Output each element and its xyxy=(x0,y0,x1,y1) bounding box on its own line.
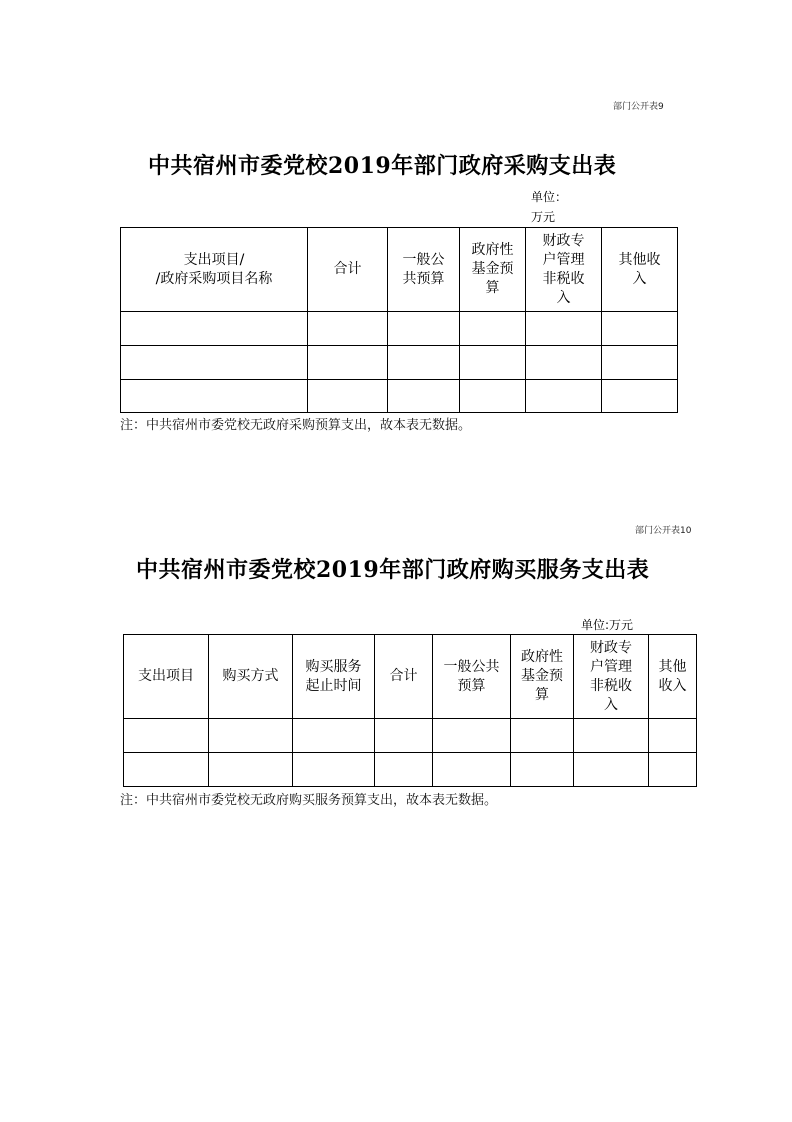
header-cell-total: 合计 xyxy=(375,635,433,719)
page-tag-9: 部门公开表9 xyxy=(613,102,664,112)
empty-cell xyxy=(649,719,697,753)
empty-cell xyxy=(602,380,678,413)
header-row xyxy=(124,635,697,719)
empty-cell xyxy=(460,312,526,346)
header-cell-period: 购买服务 起止时间 xyxy=(293,635,375,719)
header-cell-fund-budget: 政府性 基金预 算 xyxy=(511,635,574,719)
empty-cell xyxy=(308,380,388,413)
empty-cell xyxy=(209,719,293,753)
header-cell-other: 其他收 入 xyxy=(602,228,678,312)
header-cell-item: 支出项目/ /政府采购项目名称 xyxy=(121,228,308,312)
page-tag-10: 部门公开表10 xyxy=(635,526,692,536)
empty-cell xyxy=(308,312,388,346)
empty-cell xyxy=(526,380,602,413)
empty-cell xyxy=(124,753,209,787)
header-cell-general-budget: 一般公共 预算 xyxy=(433,635,511,719)
empty-cell xyxy=(308,346,388,380)
empty-cell xyxy=(574,719,649,753)
table-row xyxy=(121,380,678,413)
empty-cell xyxy=(293,753,375,787)
empty-cell xyxy=(574,753,649,787)
empty-cell xyxy=(526,346,602,380)
service-note: 注：中共宿州市委党校无政府购买服务预算支出，故本表无数据。 xyxy=(120,793,498,808)
empty-cell xyxy=(602,346,678,380)
empty-cell xyxy=(209,753,293,787)
empty-cell xyxy=(121,346,308,380)
header-cell-item: 支出项目 xyxy=(124,635,209,719)
table-row xyxy=(124,753,697,787)
empty-cell xyxy=(460,380,526,413)
header-cell-method: 购买方式 xyxy=(209,635,293,719)
table-row xyxy=(121,346,678,380)
empty-cell xyxy=(602,312,678,346)
header-cell-other: 其他 收入 xyxy=(649,635,697,719)
empty-cell xyxy=(293,719,375,753)
header-cell-non-tax: 财政专 户管理 非税收 入 xyxy=(574,635,649,719)
procurement-table xyxy=(120,227,678,413)
empty-cell xyxy=(375,753,433,787)
header-cell-total: 合计 xyxy=(308,228,388,312)
empty-cell xyxy=(433,719,511,753)
empty-cell xyxy=(460,346,526,380)
procurement-note: 注：中共宿州市委党校无政府采购预算支出，故本表无数据。 xyxy=(120,418,472,433)
empty-cell xyxy=(388,346,460,380)
unit-label-line2: 万元 xyxy=(531,210,556,224)
unit-label-line1: 单位： xyxy=(531,190,568,204)
procurement-table-title: 中共宿州市委党校2019年部门政府采购支出表 xyxy=(148,153,617,179)
unit-label: 单位:万元 xyxy=(581,618,634,632)
table-row xyxy=(121,312,678,346)
empty-cell xyxy=(121,312,308,346)
header-cell-non-tax: 财政专 户管理 非税收 入 xyxy=(526,228,602,312)
table-row xyxy=(124,719,697,753)
header-cell-fund-budget: 政府性 基金预 算 xyxy=(460,228,526,312)
service-table-title: 中共宿州市委党校2019年部门政府购买服务支出表 xyxy=(136,557,650,583)
empty-cell xyxy=(511,719,574,753)
empty-cell xyxy=(649,753,697,787)
header-row xyxy=(121,228,678,312)
empty-cell xyxy=(526,312,602,346)
empty-cell xyxy=(511,753,574,787)
empty-cell xyxy=(388,380,460,413)
empty-cell xyxy=(375,719,433,753)
empty-cell xyxy=(124,719,209,753)
header-cell-general-budget: 一般公 共预算 xyxy=(388,228,460,312)
empty-cell xyxy=(388,312,460,346)
service-purchase-table xyxy=(123,634,697,787)
empty-cell xyxy=(121,380,308,413)
empty-cell xyxy=(433,753,511,787)
